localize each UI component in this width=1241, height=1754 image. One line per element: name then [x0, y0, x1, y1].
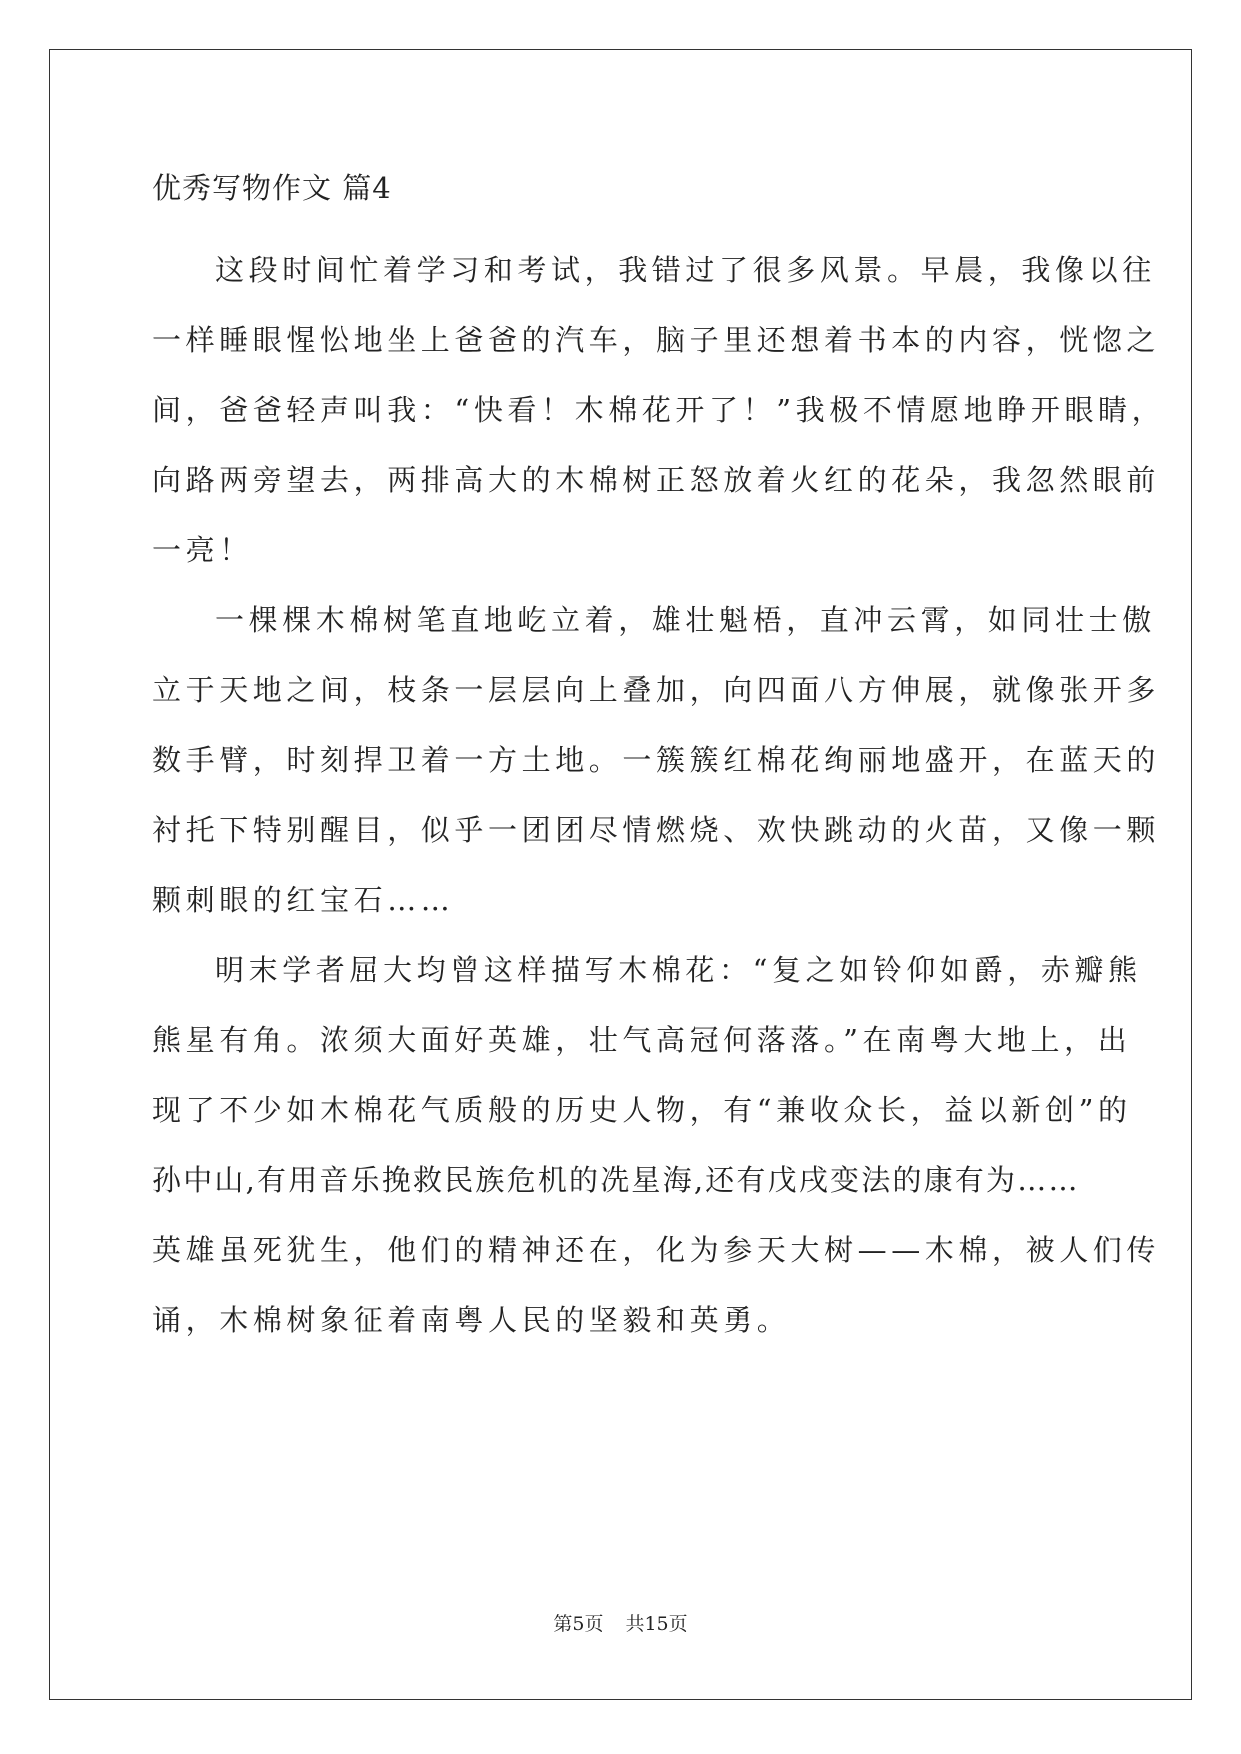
paragraph-1-line-2: 一样睡眼惺忪地坐上爸爸的汽车，脑子里还想着书本的内容，恍惚之	[152, 323, 1161, 357]
paragraph-1-line-5: 一亮！	[152, 533, 253, 567]
section-title: 优秀写物作文 篇4	[152, 171, 392, 205]
paragraph-1-line-1: 这段时间忙着学习和考试，我错过了很多风景。早晨，我像以往	[215, 253, 1156, 287]
page-total: 共15页	[625, 1613, 688, 1635]
paragraph-3-line-1: 明末学者屈大均曾这样描写木棉花：“复之如铃仰如爵，赤瓣熊	[215, 953, 1142, 987]
paragraph-1-line-4: 向路两旁望去，两排高大的木棉树正怒放着火红的花朵，我忽然眼前	[152, 463, 1161, 497]
paragraph-2-line-2: 立于天地之间，枝条一层层向上叠加，向四面八方伸展，就像张开多	[152, 673, 1161, 707]
paragraph-1-line-3: 间，爸爸轻声叫我：“快看！木棉花开了！”我极不情愿地睁开眼睛，	[152, 393, 1166, 427]
paragraph-3-line-5: 英雄虽死犹生，他们的精神还在，化为参天大树——木棉，被人们传	[152, 1233, 1161, 1267]
paragraph-2-line-5: 颗刺眼的红宝石……	[152, 883, 455, 917]
paragraph-3-line-6: 诵，木棉树象征着南粤人民的坚毅和英勇。	[152, 1303, 791, 1337]
paragraph-3-line-3: 现了不少如木棉花气质般的历史人物，有“兼收众长，益以新创”的	[152, 1093, 1132, 1127]
paragraph-3-line-4: 孙中山,有用音乐挽救民族危机的冼星海,还有戊戌变法的康有为……	[152, 1163, 1080, 1197]
page-footer	[0, 1612, 1241, 1636]
paragraph-3-line-2: 熊星有角。浓须大面好英雄，壮气高冠何落落。”在南粤大地上，出	[152, 1023, 1132, 1057]
paragraph-2-line-3: 数手臂，时刻捍卫着一方土地。一簇簇红棉花绚丽地盛开，在蓝天的	[152, 743, 1161, 777]
page-number: 第5页	[553, 1613, 604, 1635]
paragraph-2-line-4: 衬托下特别醒目，似乎一团团尽情燃烧、欢快跳动的火苗，又像一颗	[152, 813, 1161, 847]
paragraph-2-line-1: 一棵棵木棉树笔直地屹立着，雄壮魁梧，直冲云霄，如同壮士傲	[215, 603, 1156, 637]
page-frame	[49, 49, 1192, 1700]
